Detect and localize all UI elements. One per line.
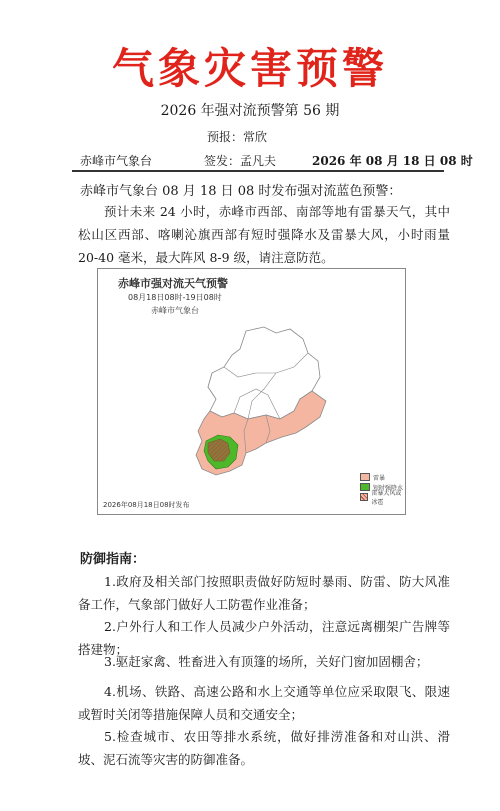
legend-label: 雷暴: [373, 474, 386, 482]
forecast-paragraph: 预计未来 24 小时，赤峰市西部、南部等地有雷暴天气，其中松山区西部、喀喇沁旗西部有短时强降水及雷暴大风，小时雨量 20-40 毫米，最大阵风 8-9 级，请注意防范。: [78, 204, 450, 265]
map-time-range: 08月18日08时-19日08时: [128, 293, 222, 302]
issue-number: 2026 年强对流预警第 56 期: [160, 103, 340, 119]
issuing-org: 赤峰市气象台: [80, 154, 153, 168]
map-legend: [360, 472, 405, 506]
guide-item: 2.户外行人和工作人员减少户外活动，注意远离棚架广告牌等搭建物；: [78, 619, 450, 657]
thunder-swatch-icon: [360, 473, 370, 481]
legend-wind: [360, 490, 405, 506]
guide-heading: 防御指南：: [80, 552, 146, 567]
meta-row: [80, 152, 473, 170]
map-title: 赤峰市强对流天气预警: [118, 277, 228, 290]
warning-title: 气象灾害预警: [111, 44, 388, 93]
legend-label: 雷暴大风或冰雹: [371, 490, 402, 506]
guide-item: 5.检查城市、农田等排水系统，做好排涝准备和对山洪、滑坡、泥石流等灾害的防御准备。: [78, 729, 450, 767]
legend-label: 短时强降水: [373, 484, 404, 492]
warning-headline: 赤峰市气象台 08 月 18 日 08 时发布强对流蓝色预警：: [80, 184, 402, 199]
region-map-graphic: [98, 269, 405, 514]
guide-item: 1.政府及相关部门按照职责做好防短时暴雨、防雷、防大风准备工作，气象部门做好人工防雹作业准备；: [78, 574, 450, 612]
signer: 签发：孟凡夫: [204, 154, 277, 168]
wind-swatch-icon: [360, 493, 368, 501]
header-divider: [72, 170, 444, 172]
guide-item: 4.机场、铁路、高速公路和水上交通等单位应采取限飞、限速或暂时关闭等措施保障人员和交通安全；: [78, 684, 450, 722]
forecaster: 预报：常欣: [207, 130, 268, 144]
warning-map: [97, 268, 406, 515]
guide-item: 3.驱赶家禽、牲畜进入有顶篷的场所，关好门窗加固棚舍；: [104, 654, 429, 669]
map-issue-time: 2026年08月18日08时发布: [103, 501, 190, 509]
legend-thunder: [360, 472, 405, 482]
map-source: 赤峰市气象台: [151, 306, 199, 315]
issue-date: 2026 年 08 月 18 日 08 时: [312, 154, 473, 168]
rain-swatch-icon: [360, 483, 370, 491]
